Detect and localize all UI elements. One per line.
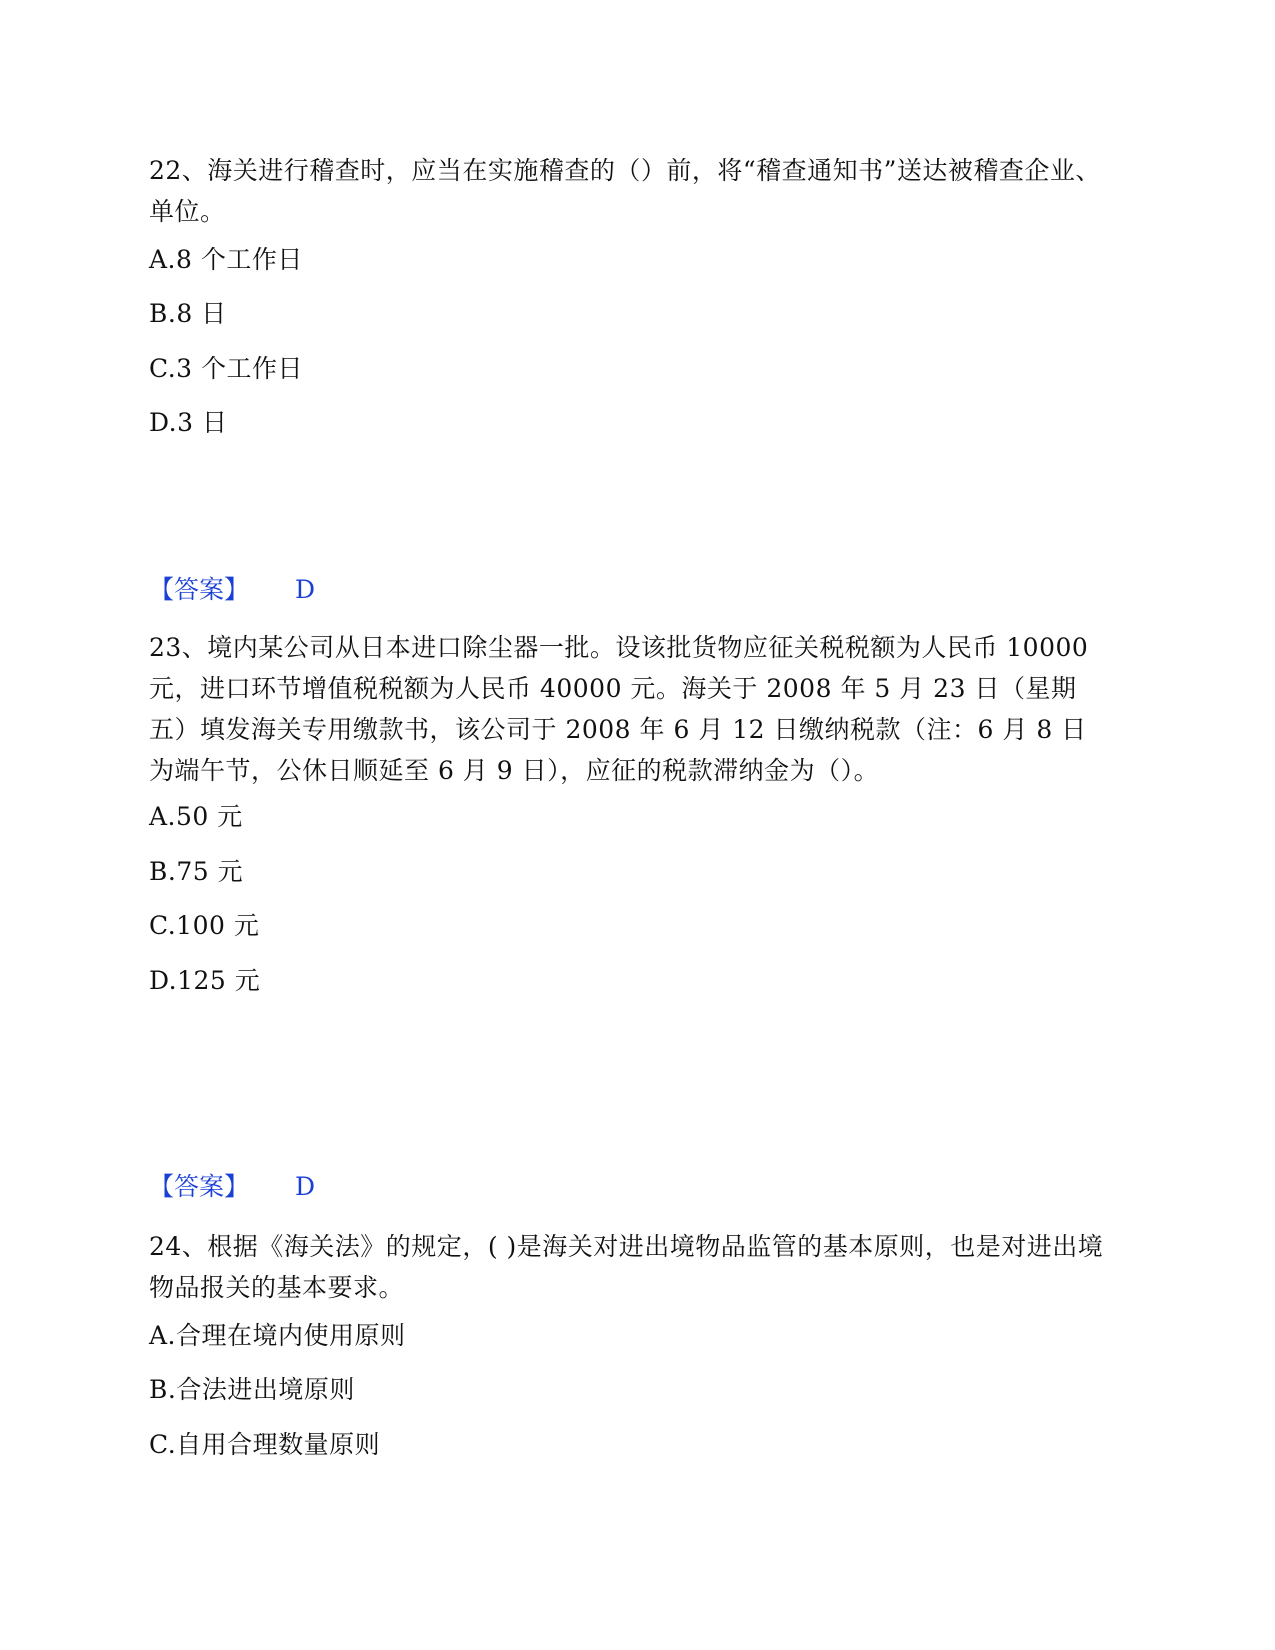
answer-23 <box>149 1172 315 1202</box>
question-text: 24、根据《海关法》的规定，( )是海关对进出境物品监管的基本原则，也是对进出境物品报关的基本要求。 <box>149 1232 1104 1302</box>
option-b: B.合法进出境原则 <box>149 1375 355 1404</box>
answer-value: D <box>295 1172 316 1201</box>
option-d: D.3 日 <box>149 408 228 437</box>
question-text: 23、境内某公司从日本进口除尘器一批。设该批货物应征关税税额为人民币 10000 元，进口环节增值税税额为人民币 40000 元。海关于 2008 年 5 月 23 日（星期五）填发海关专用缴款书，该公司于 2008 年 6 月 12 日缴纳税款（注：6 月 8 日为端午节，公休日顺延至 6 月 9 日），应征的税款滞纳金为（）。 <box>149 633 1089 785</box>
answer-label: 【答案】 <box>149 1172 250 1201</box>
option-a: A.合理在境内使用原则 <box>149 1321 406 1350</box>
question-24 <box>149 1226 1109 1459</box>
option-a: A.8 个工作日 <box>149 245 303 274</box>
question-22 <box>149 150 1109 437</box>
option-c: C.自用合理数量原则 <box>149 1430 381 1459</box>
question-23 <box>149 627 1109 995</box>
question-text: 22、海关进行稽查时，应当在实施稽查的（）前，将“稽查通知书”送达被稽查企业、单位。 <box>149 156 1101 226</box>
option-a: A.50 元 <box>149 802 243 831</box>
option-b: B.75 元 <box>149 857 244 886</box>
answer-22 <box>149 575 315 605</box>
answer-label: 【答案】 <box>149 575 250 604</box>
option-c: C.3 个工作日 <box>149 354 304 383</box>
option-d: D.125 元 <box>149 966 261 995</box>
option-c: C.100 元 <box>149 911 260 940</box>
answer-value: D <box>295 575 316 604</box>
option-b: B.8 日 <box>149 299 227 328</box>
